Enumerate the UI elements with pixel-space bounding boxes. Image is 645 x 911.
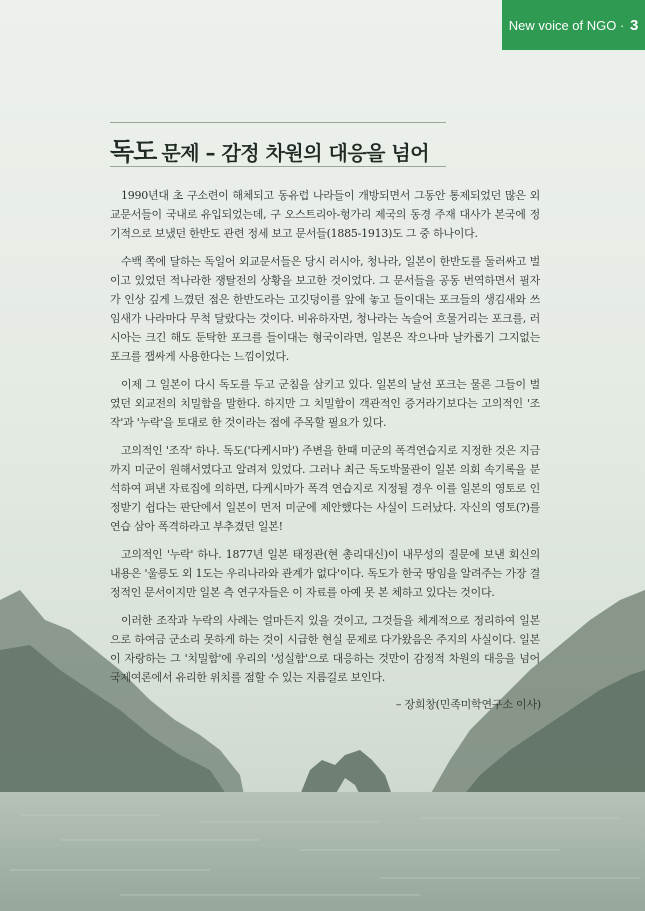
article-body (110, 186, 540, 696)
badge-separator: · (616, 17, 628, 33)
page-number: 3 (629, 16, 639, 34)
title-top-rule (110, 122, 446, 123)
title-bottom-rule (110, 166, 446, 167)
title-rest: 문제 – 감정 차원의 대응을 넘어 (161, 141, 430, 165)
paragraph: 이러한 조작과 누락의 사례는 얼마든지 있을 것이고, 그것들을 체계적으로 정리하여 일본으로 하여금 군소리 못하게 하는 것이 시급한 현실 문제로 다가왔음은 주지의 사실이다. 일본이 자랑하는 그 '치밀함'에 우리의 '성실함'으로 대응하는 것만이 감정적 차원의 대응을 넘어 국제여론에서 유리한 위치를 점할 수 있는 지름길로 보인다. (110, 614, 540, 684)
author-signature: – 장희창(민족미학연구소 이사) (395, 698, 541, 711)
series-badge (502, 0, 645, 50)
paragraph: 고의적인 '조작' 하나. 독도('다케시마') 주변을 한때 미군의 폭격연습지로 지정한 것은 지금까지 미군이 원해서였다고 알려져 있었다. 그러나 최근 독도박물관이 일본 의회 속기록을 분석하여 펴낸 자료집에 의하면, 다케시마가 폭격 연습지로 지정될 경우 이를 일본의 영토로 인정받기 쉽다는 판단에서 일본이 먼저 미군에 제안했다는 사실이 드러났다. 자신의 영토(?)를 연습 삼아 폭격하라고 부추겼던 일본! (110, 444, 540, 533)
title-emphasis: 독도 (110, 137, 157, 166)
paragraph: 수백 쪽에 달하는 독일어 외교문서들은 당시 러시아, 청나라, 일본이 한반도를 둘러싸고 벌이고 있었던 적나라한 쟁탈전의 상황을 보고한 것이었다. 그 문서들을 공동 번역하면서 필자가 인상 깊게 느꼈던 점은 한반도라는 고깃덩이를 앞에 놓고 들이대는 포크들의 생김새와 쓰임새가 나라마다 무척 달랐다는 것이다. 비유하자면, 청나라는 녹슬어 흐물거리는 포크를, 러시아는 크긴 해도 둔탁한 포크를 들이대는 형국이라면, 일본은 작으나마 날카롭기 그지없는 포크를 잽싸게 사용한다는 느낌이었다. (110, 255, 540, 363)
paragraph: 이제 그 일본이 다시 독도를 두고 군침을 삼키고 있다. 일본의 날선 포크는 물론 그들이 벌였던 외교전의 치밀함을 말한다. 하지만 그 치밀함이 객관적인 증거라기보다는 고의적인 '조작'과 '누락'을 토대로 한 것이라는 점에 주목할 필요가 있다. (110, 378, 540, 429)
paragraph: 고의적인 '누락' 하나. 1877년 일본 태정관(현 총리대신)이 내무성의 질문에 보낸 회신의 내용은 '울릉도 외 1도는 우리나라와 관계가 없다'이다. 독도가 한국 땅임을 알려주는 가장 결정적인 문서이지만 일본 측 연구자들은 이 자료를 아예 못 본 체하고 있다는 것이다. (110, 548, 540, 599)
paragraph: 1990년대 초 구소련이 해체되고 동유럽 나라들이 개방되면서 그동안 통제되었던 많은 외교문서들이 국내로 유입되었는데, 구 오스트리아-헝가리 제국의 동경 주재 대사가 본국에 정기적으로 보냈던 한반도 관련 정세 보고 문서들(1885-1913)도 그 중 하나이다. (110, 189, 540, 240)
article-title (110, 132, 530, 168)
badge-label: New voice of NGO (508, 17, 617, 33)
